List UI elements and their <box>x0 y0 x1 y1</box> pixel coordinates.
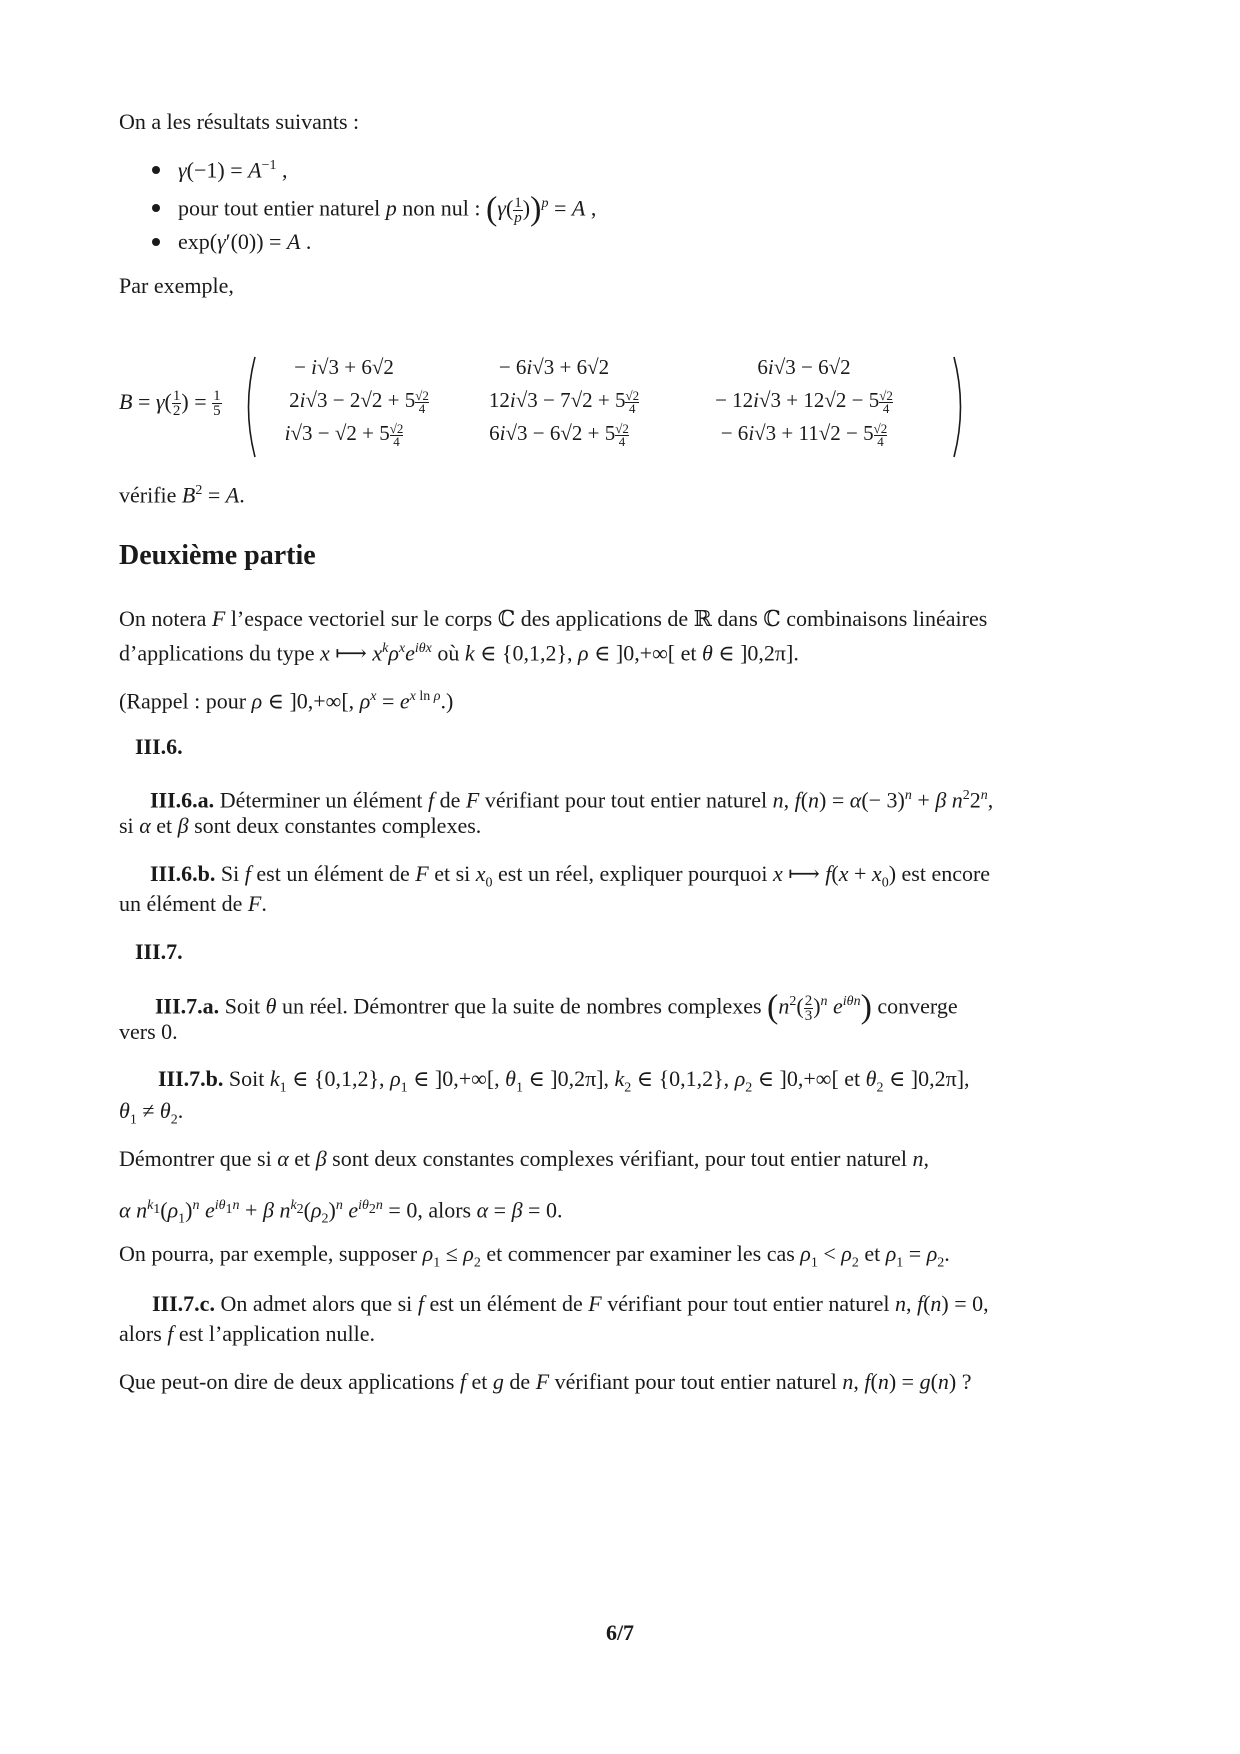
question-III7b-line-2: $\theta_1 \ne \theta_2$. <box>119 1098 184 1128</box>
matrix-label: B = γ( $\frac{1}{2}$ ) = $\frac{1}{5}$ <box>119 388 221 420</box>
matrix-cell: 6i√3 − 6√2 + 5 $\frac{√2}{4}$ <box>489 420 629 449</box>
notation-line-2: d’applications du type x ⟼ $x^k\rho^xe^{i\theta x}$ où k ∈ {0,1,2}, ρ ∈ ]0,+∞[ et θ ∈ ]0,2π]. <box>119 640 799 666</box>
question-III7b-line-4: α $n^{k_1}(\rho_1)^n$ $e^{i\theta_1n} + \beta$ $n^{k_2}(\rho_2)^n$ $e^{i\theta_2n} = 0$, alors α = β = 0. <box>119 1197 563 1227</box>
example-text: Par exemple, <box>119 273 234 298</box>
matrix-cell: − i√3 + 6√2 <box>294 355 394 379</box>
page-number: 6/7 <box>605 1620 635 1645</box>
question-III7c-line-1: III.7.c. On admet alors que si f est un élément de F vérifiant pour tout entier naturel n, f(n) = 0, <box>152 1291 989 1316</box>
question-label: III.7.b. <box>158 1066 224 1091</box>
matrix-B <box>119 355 989 460</box>
rappel-text: (Rappel : pour ρ ∈ ]0,+∞[, $\rho^x = e^{x ln \rho}$.) <box>119 688 454 714</box>
matrix-cell: 6i√3 − 6√2 <box>757 355 851 379</box>
bullet-1: $\gamma(-1) = A^{-1}$ , <box>152 152 288 184</box>
matrix-cell: − 12i√3 + 12√2 − 5 $\frac{√2}{4}$ <box>715 387 893 416</box>
question-label: III.7.a. <box>155 993 220 1019</box>
right-paren <box>951 355 969 459</box>
question-III6b-line-2: un élément de F. <box>119 891 267 916</box>
question-label: III.6.b. <box>150 861 216 886</box>
section-title: Deuxième partie <box>119 540 316 571</box>
matrix-cell: 2i√3 − 2√2 + 5 $\frac{√2}{4}$ <box>289 387 429 416</box>
question-III7b-line-3: Démontrer que si α et β sont deux constantes complexes vérifiant, pour tout entier naturel n, <box>119 1146 930 1171</box>
question-III7b-line-5: On pourra, par exemple, supposer $\rho_1 \le \rho_2$ et commencer par examiner les cas $\rho_1 < \rho_2$ et $\rho_1 = \rho_2$. <box>119 1241 950 1271</box>
question-III7b-line-1: III.7.b. Soit $k_1$ ∈ {0,1,2}, $\rho_1$ ∈ ]0,+∞[, $\theta_1$ ∈ ]0,2π], $k_2$ ∈ {0,1,2}, $\rho_2$ ∈ ]0,+∞[ et $\theta_2$ ∈ ]0,2π], <box>158 1066 970 1096</box>
matrix-cell: − 6i√3 + 6√2 <box>498 355 610 379</box>
intro-text: On a les résultats suivants : <box>119 109 360 134</box>
bullet-dot <box>152 166 160 174</box>
heading-III7: III.7. <box>135 939 183 964</box>
bullet-3: exp(γ′(0)) = A . <box>152 228 311 256</box>
question-III7a-line-2: vers 0. <box>119 1019 178 1044</box>
verifies-text: vérifie $B^2 = A$. <box>119 482 245 508</box>
question-III7a-line-1: III.7.a. Soit θ un réel. Démontrer que la suite de nombres complexes ($n^2$( $\frac{2}{3}$ )$^n$ $e^{i\theta n}$) converge <box>155 988 958 1026</box>
bullet-2: pour tout entier naturel p non nul : (γ( $\frac{1}{p}$ ))$^p$ = A , <box>152 190 596 225</box>
matrix-cell: − 6i√3 + 11√2 − 5 $\frac{√2}{4}$ <box>720 420 888 449</box>
matrix-cell: 12i√3 − 7√2 + 5 $\frac{√2}{4}$ <box>488 387 640 416</box>
notation-line-1: On notera F l’espace vectoriel sur le corps ℂ des applications de ℝ dans ℂ combinaisons linéaires <box>119 606 988 631</box>
question-III6b-line-1: III.6.b. Si f est un élément de F et si $x_0$ est un réel, expliquer pourquoi x ⟼ $f(x + x_0)$ est encore <box>150 861 991 891</box>
question-label: III.6.a. <box>150 787 215 813</box>
question-label: III.7.c. <box>152 1291 215 1316</box>
question-III6a-line-1: III.6.a. Déterminer un élément f de F vérifiant pour tout entier naturel n, $f(n) = \alpha(- 3)^n + \beta$ $n^22^n$, <box>150 787 994 813</box>
final-question: Que peut-on dire de deux applications f et g de F vérifiant pour tout entier naturel n, f(n) = g(n) ? <box>119 1369 972 1394</box>
question-III6a-line-2: si α et β sont deux constantes complexes. <box>119 813 482 838</box>
heading-III6: III.6. <box>135 734 183 759</box>
question-III7c-line-2: alors f est l’application nulle. <box>119 1321 375 1346</box>
matrix-cell: i√3 − √2 + 5 $\frac{√2}{4}$ <box>284 420 404 449</box>
bullet-dot <box>152 204 160 212</box>
left-paren <box>240 355 258 459</box>
bullet-dot <box>152 238 160 246</box>
